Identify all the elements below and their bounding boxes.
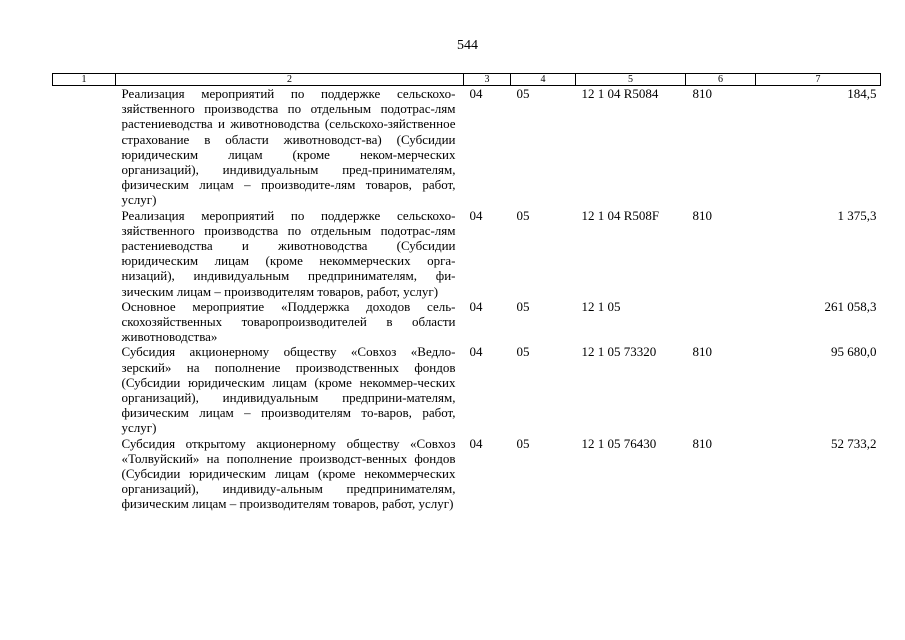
row-amount: 52 733,2 [831,435,877,451]
row-blank-cell [53,436,116,512]
table-row [53,344,881,435]
row-blank-cell [53,208,116,299]
column-header-5: 5 [576,74,686,86]
table-row [53,436,881,512]
column-header-7: 7 [756,74,881,86]
row-target-article: 12 1 05 73320 [581,344,657,360]
row-expense-type: 810 [692,344,712,360]
row-section: 04 [469,344,483,360]
row-subsection: 05 [516,207,530,223]
page-number: 544 [457,38,478,53]
column-number-header-row [53,74,881,86]
row-section: 04 [469,86,483,101]
row-target-article: 12 1 05 76430 [581,435,657,451]
row-section: 04 [469,298,483,314]
row-section: 04 [469,207,483,223]
row-name: Субсидия акционерному обществу «Совхоз «Ведло-зерский» на пополнение производственных фондов (Субсидии юридическим лицам (кроме некоммер-ческих организаций), индивидуальным предприни-мателям, физическим лицам – производителям то-варов, работ, услуг) [121,344,456,436]
row-name: Субсидия открытому акционерному обществу «Совхоз «Толвуйский» на пополнение производст-венных фондов (Субсидии юридическим лицам (кроме некоммерческих организаций), индивиду-альным предпринимателям, физическим лицам – производителям товаров, работ, услуг) [121,435,456,512]
row-expense-type: 810 [692,435,712,451]
column-header-3: 3 [464,74,511,86]
row-blank-cell [53,299,116,345]
row-subsection: 05 [516,435,530,451]
row-target-article: 12 1 04 R508F [581,207,660,223]
column-header-2: 2 [116,74,464,86]
row-subsection: 05 [516,298,530,314]
row-expense-type: 810 [692,86,712,101]
row-target-article: 12 1 04 R5084 [581,86,659,101]
row-name: Основное мероприятие «Поддержка доходов сель-скохозяйственных товаропроизводителей в области животноводства» [121,298,456,345]
table-row [53,208,881,299]
row-amount: 184,5 [847,86,877,101]
row-amount: 1 375,3 [837,207,877,223]
column-header-6: 6 [686,74,756,86]
row-amount: 261 058,3 [824,298,877,314]
row-section: 04 [469,435,483,451]
column-header-4: 4 [511,74,576,86]
budget-table [52,73,881,512]
row-name: Реализация мероприятий по поддержке сельскохо-зяйственного производства по отдельным подотрас-лям растениеводства и животноводства (Субсидии юридическим лицам (кроме некоммерческих орга-низаций), индивидуальным предпринимателям, фи-зическим лицам – производителям товаров, работ, услуг) [121,207,456,299]
row-blank-cell [53,86,116,208]
row-target-article: 12 1 05 [581,298,621,314]
column-header-1: 1 [53,74,116,86]
table-row [53,299,881,345]
row-subsection: 05 [516,344,530,360]
row-expense-type: 810 [692,207,712,223]
table-row [53,86,881,208]
row-name: Реализация мероприятий по поддержке сельскохо-зяйственного производства по отдельным подотрас-лям растениеводства и животноводства (сельскохо-зяйственное страхование в области животноводст-ва) (Субсидии юридическим лицам (кроме неком-мерческих организаций), индивидуальным пред-принимателям, физическим лицам – производите-лям товаров, работ, услуг) [121,86,456,208]
row-subsection: 05 [516,86,530,101]
row-expense-type [686,299,756,345]
row-amount: 95 680,0 [831,344,877,360]
row-blank-cell [53,344,116,435]
